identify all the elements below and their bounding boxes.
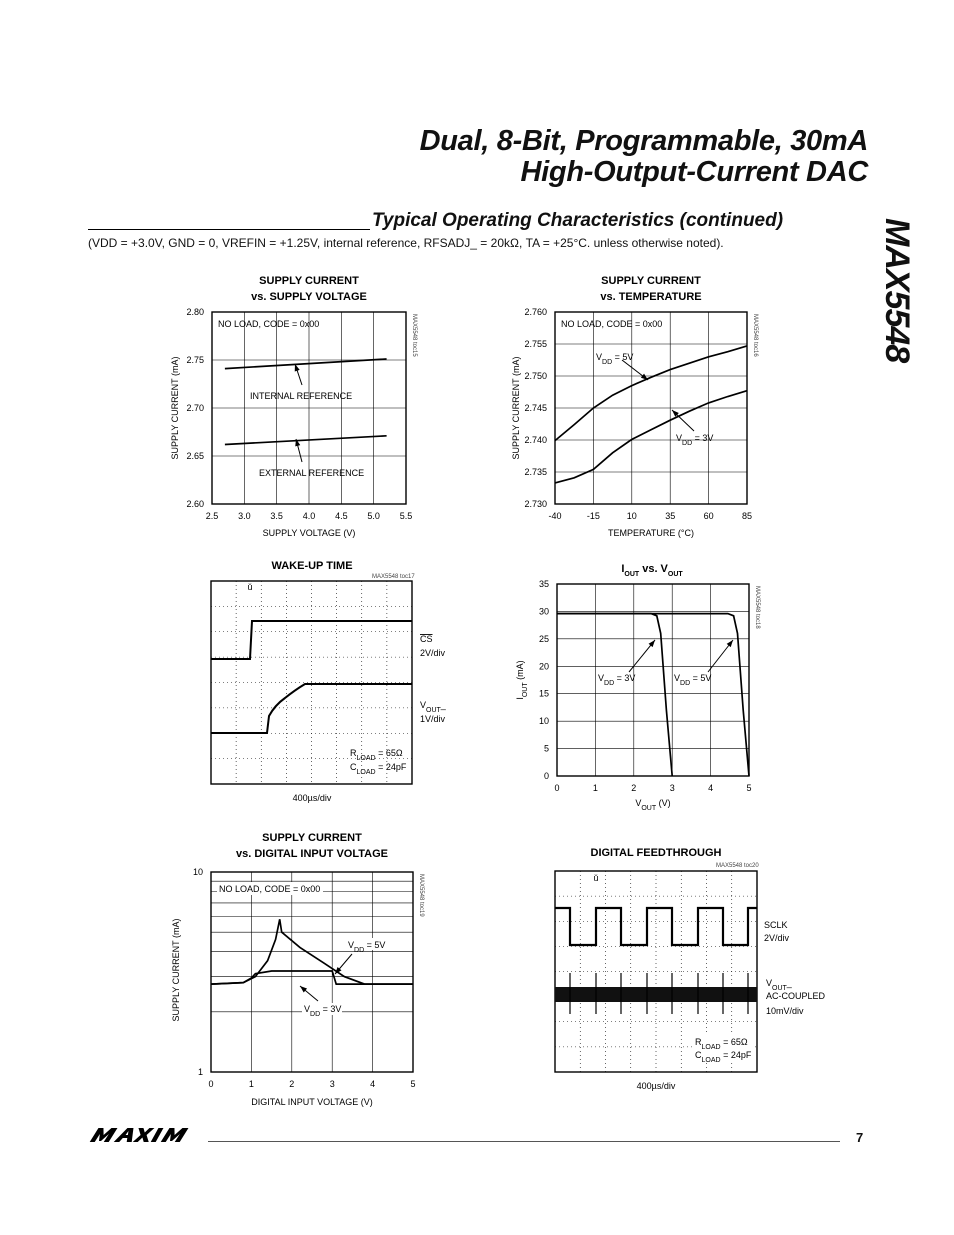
chart-note: $C_{LOAD} = 24pF$ [350,762,407,776]
x-tick-label: 2.5 [205,511,219,521]
test-conditions: (VDD = +3.0V, GND = 0, VREFIN = +1.25V, internal reference, RFSADJ_ = 20kΩ, TA = +25°C. unless otherwise noted). [88,236,724,250]
title-line-1: Dual, 8-Bit, Programmable, 30mA [419,125,868,157]
x-tick-label: 0 [554,783,560,793]
section-title: Typical Operating Characteristics (continued) [372,210,784,231]
chart-note: NO LOAD, CODE = 0x00 [218,319,320,329]
x-tick-label: 35 [665,511,676,521]
chart-tag: MAX5548 toc20 [716,863,759,869]
x-axis-label: 400µs/div [636,1081,676,1091]
x-tick-label: 3.0 [238,511,251,521]
title-line-2: High-Output-Current DAC [520,156,868,188]
channel-scale: 10mV/div [766,1006,804,1016]
series-line [555,346,747,441]
x-axis-label: DIGITAL INPUT VOLTAGE (V) [251,1097,373,1107]
y-tick-label: 2.745 [524,403,547,413]
x-tick-label: 4 [370,1079,376,1089]
y-tick-label: 30 [538,606,549,617]
x-tick-label: 5.5 [399,511,413,521]
chart-note: $R_{LOAD} = 65\Omega$ [350,748,403,762]
series-line [557,614,749,776]
series-line [211,971,413,984]
y-tick-label: 2.735 [524,467,547,477]
y-tick-label: 15 [538,688,549,699]
chart-subtitle: vs. TEMPERATURE [600,291,702,303]
channel-label: SCLK [764,920,788,930]
series-label: INTERNAL REFERENCE [250,391,353,401]
x-axis-label: SUPPLY VOLTAGE (V) [262,528,356,538]
series-label: $V_{DD} = 5V$ [348,940,386,954]
footer-rule [208,1141,840,1142]
series-label: EXTERNAL REFERENCE [259,468,365,478]
y-tick-label: 25 [538,633,549,644]
chart-title: $I_{OUT}$ vs. $V_{OUT}$ [621,563,683,578]
chart-subtitle: vs. SUPPLY VOLTAGE [251,291,367,303]
page-number: 7 [856,1130,864,1145]
y-tick-label: 1 [197,1067,203,1077]
chart-note: $C_{LOAD} = 24pF$ [695,1050,752,1064]
chart-title: DIGITAL FEEDTHROUGH [590,847,722,859]
x-tick-label: 5 [410,1079,416,1089]
y-tick-label: 2.60 [186,499,204,509]
x-tick-label: -40 [548,511,562,521]
y-tick-label: 20 [538,661,549,672]
y-tick-label: 10 [192,867,203,877]
x-tick-label: 4 [708,783,714,793]
y-tick-label: 2.740 [524,435,547,445]
series-label: $V_{DD} = 3V$ [304,1004,342,1018]
channel-label: CS [420,634,433,644]
maxim-logo [88,1126,200,1149]
x-tick-label: 3 [329,1079,335,1089]
chart-tag: MAX5548 toc18 [754,586,760,629]
y-tick-label: 35 [538,579,549,589]
x-tick-label: 1 [248,1079,254,1089]
y-tick-label: 2.80 [186,307,204,317]
chart-title: SUPPLY CURRENT [601,275,701,287]
chart-tag: MAX5548 toc19 [418,874,424,917]
x-tick-label: 1 [592,783,598,793]
x-tick-label: 60 [703,511,714,521]
x-tick-label: 4.5 [335,511,348,521]
chart-title: SUPPLY CURRENT [259,275,359,287]
chart-note: NO LOAD, CODE = 0x00 [219,884,321,894]
x-tick-label: 3 [669,783,675,793]
plot-frame [211,872,413,1072]
logo-mark [88,1126,200,1144]
x-axis-label: 400µs/div [292,793,332,803]
y-tick-label: 2.760 [524,307,547,317]
y-tick-label: 2.70 [186,403,204,413]
trace-vout-noise [555,987,757,1002]
x-tick-label: 3.5 [270,511,283,521]
series-line [557,614,672,776]
chart-title: SUPPLY CURRENT [262,832,362,844]
y-tick-label: 10 [538,716,549,727]
chart-note: $R_{LOAD} = 65\Omega$ [695,1037,748,1051]
channel-scale: AC-COUPLED [766,991,826,1001]
y-tick-label: 2.75 [186,355,204,365]
x-tick-label: 10 [626,511,637,521]
channel-label: $V_{OUT}\_$ [766,978,792,992]
channel-scale: 1V/div [420,714,446,724]
series-line [225,359,387,369]
series-label: $V_{DD} = 3V$ [598,673,636,687]
logo-text: MAXIM [88,1126,92,1127]
x-axis-label: TEMPERATURE (°C) [608,528,694,538]
x-tick-label: 4.0 [302,511,316,521]
y-axis-label: SUPPLY CURRENT (mA) [170,356,180,460]
x-tick-label: 85 [741,511,753,521]
y-axis-label: $I_{OUT}$ (mA) [515,660,529,700]
x-tick-label: 2 [289,1079,295,1089]
x-tick-label: -15 [586,511,600,521]
y-tick-label: 5 [543,743,549,754]
chart-tag: MAX5548 toc17 [372,574,415,580]
y-tick-label: 0 [543,771,549,781]
trigger-marker: ǔ [593,873,599,883]
series-label: $V_{DD} = 3V$ [676,433,714,447]
x-tick-label: 2 [631,783,637,793]
y-tick-label: 2.755 [524,339,547,349]
series-line [225,436,387,445]
y-axis-label: SUPPLY CURRENT (mA) [511,356,521,460]
series-label: $V_{DD} = 5V$ [674,673,712,687]
y-tick-label: 2.65 [186,451,204,461]
channel-scale: 2V/div [420,648,446,658]
series-arrow-head [727,640,733,647]
series-arrow-head [641,374,648,380]
x-tick-label: 5.0 [367,511,380,521]
x-axis-label: $V_{OUT}$ (V) [635,798,671,812]
trigger-marker: ǔ [247,582,253,592]
y-tick-label: 2.730 [524,499,547,509]
series-label: $V_{DD} = 5V$ [596,352,634,366]
chart-tag: MAX5548 toc15 [411,314,417,357]
x-tick-label: 5 [746,783,752,793]
channel-scale: 2V/div [764,933,790,943]
y-axis-label: SUPPLY CURRENT (mA) [171,918,181,1022]
series-line [555,391,747,483]
chart-note: NO LOAD, CODE = 0x00 [561,319,663,329]
side-part-number-text: MAX5548 [878,218,916,363]
chart-tag: MAX5548 toc16 [752,314,758,357]
x-tick-label: 0 [208,1079,214,1089]
y-tick-label: 2.750 [524,371,547,381]
channel-label: $V_{OUT}\_$ [420,700,446,714]
chart-subtitle: vs. DIGITAL INPUT VOLTAGE [236,848,388,860]
chart-title: WAKE-UP TIME [271,560,353,572]
